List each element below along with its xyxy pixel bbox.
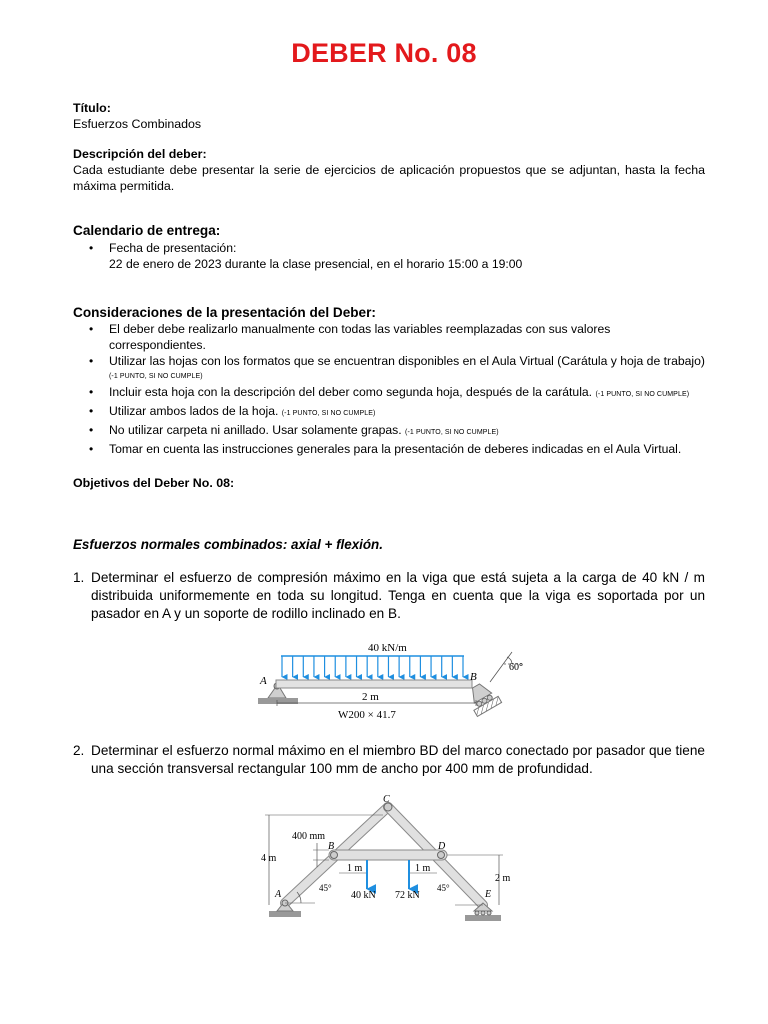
f2-label: 72 kN <box>395 890 420 901</box>
objetivos-label: Objetivos del Deber No. 08: <box>73 476 235 490</box>
ang1-label: 45° <box>319 883 332 893</box>
section-title: Esfuerzos normales combinados: axial + flexión. <box>73 537 383 552</box>
point-b-label: B <box>328 841 335 852</box>
f1-label: 40 kN <box>351 890 376 901</box>
exercise-text: Determinar el esfuerzo de compresión máximo en la viga que está sujeta a la carga de 40 kN / m distribuida uniformemente en toda su longitud. Tenga en cuenta que la viga es soportada por un pasador en A y un soporte de rodillo inclinado en B. <box>91 570 705 621</box>
d1-label: 1 m <box>347 863 363 874</box>
beam-figure <box>250 636 540 726</box>
consideraciones-list <box>73 321 705 457</box>
document-title: DEBER No. 08 <box>291 38 477 68</box>
exercise-number: 2. <box>73 743 85 758</box>
penalty-note: (-1 PUNTO, SI NO CUMPLE) <box>281 410 376 417</box>
item-text: Utilizar ambos lados de la hoja. <box>109 404 279 418</box>
descripcion-block <box>73 146 705 194</box>
item-text: Utilizar las hojas con los formatos que se encuentran disponibles en el Aula Virtual (Carátula y hoja de trabajo) <box>109 354 705 368</box>
item-text: Incluir esta hoja con la descripción del deber como segunda hoja, después de la carátula. <box>109 385 593 399</box>
fecha-value: 22 de enero de 2023 durante la clase presencial, en el horario 15:00 a 19:00 <box>109 257 523 271</box>
calendario-label: Calendario de entrega: <box>73 223 221 238</box>
angle-label: 60° <box>509 662 523 673</box>
titulo-block <box>73 100 705 132</box>
calendario-list <box>73 240 705 272</box>
exercise-1 <box>73 569 705 623</box>
frame-figure <box>255 793 525 925</box>
ground-e <box>465 915 501 921</box>
list-item <box>73 403 705 422</box>
exercise-2 <box>73 742 705 778</box>
list-item <box>73 321 705 353</box>
h2-label: 2 m <box>495 873 511 884</box>
beam <box>276 680 472 688</box>
penalty-note: (-1 PUNTO, SI NO CUMPLE) <box>405 429 499 436</box>
titulo-label: Título: <box>73 101 111 115</box>
consideraciones-label: Consideraciones de la presentación del Deber: <box>73 305 376 320</box>
list-item <box>73 422 705 441</box>
pin-d-icon <box>438 852 445 859</box>
point-e-label: E <box>485 889 492 900</box>
ground-a <box>269 911 301 917</box>
calendario-block <box>73 223 705 272</box>
list-item <box>73 240 705 272</box>
length-label: 2 m <box>362 691 379 703</box>
point-d-label: D <box>438 841 446 852</box>
fecha-label: Fecha de presentación: <box>109 241 237 255</box>
point-b-label: B <box>470 671 477 683</box>
consideraciones-block <box>73 305 705 457</box>
descripcion-label: Descripción del deber: <box>73 147 207 161</box>
penalty-note: (-1 PUNTO, SI NO CUMPLE) <box>595 391 690 398</box>
descripcion-value: Cada estudiante debe presentar la serie de ejercicios de aplicación propuestos que se adjuntan, hasta la fecha máxima permitida. <box>73 163 705 193</box>
titulo-value: Esfuerzos Combinados <box>73 117 202 131</box>
height-label: 4 m <box>261 853 277 864</box>
penalty-note: (-1 PUNTO, SI NO CUMPLE) <box>109 373 203 380</box>
point-a-label: A <box>275 889 282 900</box>
exercise-number: 1. <box>73 570 85 585</box>
list-item <box>73 441 705 457</box>
item-text: No utilizar carpeta ni anillado. Usar solamente grapas. <box>109 423 402 437</box>
pin-b-icon <box>331 852 338 859</box>
point-c-label: C <box>383 794 390 805</box>
item-text: Tomar en cuenta las instrucciones generales para la presentación de deberes indicadas en el Aula Virtual. <box>109 442 682 456</box>
point-a-label: A <box>260 675 267 687</box>
section-label: W200 × 41.7 <box>338 709 396 721</box>
item-text: El deber debe realizarlo manualmente con todas las variables reemplazadas con sus valores correspondientes. <box>109 322 611 352</box>
load-label: 40 kN/m <box>368 642 407 654</box>
ang2-label: 45° <box>437 883 450 893</box>
load-arrows <box>282 656 463 677</box>
d2-label: 1 m <box>415 863 431 874</box>
exercise-text: Determinar el esfuerzo normal máximo en el miembro BD del marco conectado por pasador que tiene una sección transversal rectangular 100 mm de ancho por 400 mm de profundidad. <box>91 743 705 776</box>
depth-label: 400 mm <box>292 831 326 842</box>
member-bd <box>329 850 447 860</box>
list-item <box>73 384 705 403</box>
list-item <box>73 353 705 388</box>
